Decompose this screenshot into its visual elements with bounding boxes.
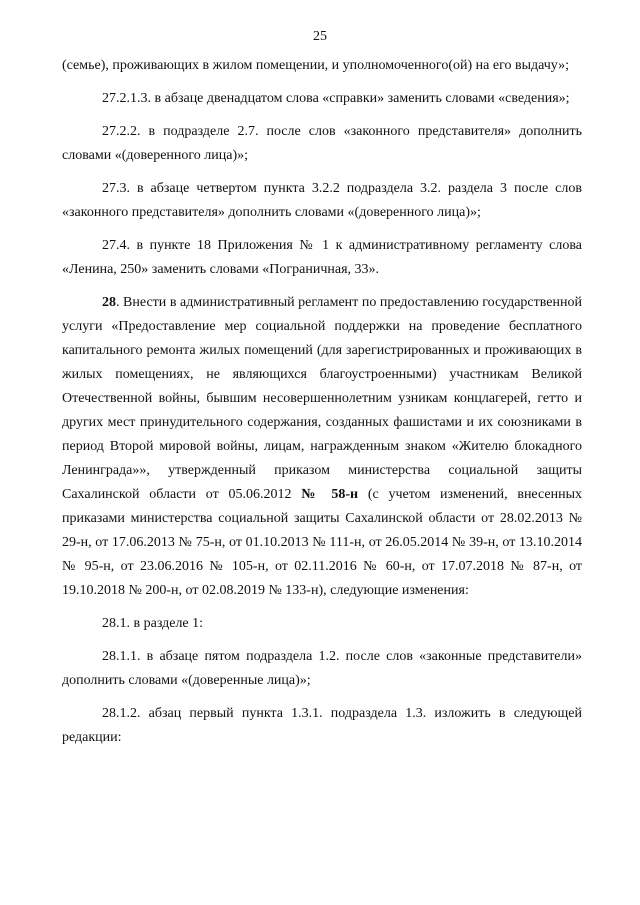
paragraph-28 [62, 291, 582, 603]
paragraph-28-text-b: (с учетом изменений, внесенных приказами министерства социальной защиты Сахалинской области от 28.02.2013 № 29-н, от 17.06.2013 № 75-н, от 01.10.2013 № 111-н, от 26.05.2014 № 39-н, от 13.10.2014 № 95-н, от 23.06.2016 № 105-н, от 02.11.2016 № 60-н, от 17.07.2018 № 87-н, от 19.10.2018 № 200-н, от 02.08.2019 № 133-н), следующие изменения: [62, 487, 582, 598]
paragraph-28-1: 28.1. в разделе 1: [102, 616, 204, 631]
paragraph-28-text-a: . Внести в административный регламент по предоставлению государственной услуги «Предоставление мер социальной поддержки на проведение бесплатного капитального ремонта жилых помещений (для зарегистрированных и проживающих в жилых помещениях, не являющихся благоустроенными) участникам Великой Отечественной войны, бывшим несовершеннолетним узникам концлагерей, гетто и других мест принудительного содержания, созданных фашистами и их союзниками в период Второй мировой войны, лицам, награжденным знаком «Жителю блокадного Ленинграда»», утвержденный приказом министерства социальной защиты Сахалинской области от 05.06.2012 [62, 295, 582, 502]
paragraph-28-1-1: 28.1.1. в абзаце пятом подраздела 1.2. после слов «законные представители» дополнить словами «(доверенные лица)»; [62, 649, 582, 688]
paragraph-27-2-1-3: 27.2.1.3. в абзаце двенадцатом слова «справки» заменить словами «сведения»; [102, 91, 570, 106]
paragraph-continuation: (семье), проживающих в жилом помещении, и уполномоченного(ой) на его выдачу»; [62, 58, 570, 73]
paragraph-27-2-2: 27.2.2. в подразделе 2.7. после слов «законного представителя» дополнить словами «(доверенного лица)»; [62, 124, 582, 163]
paragraph-27-4: 27.4. в пункте 18 Приложения № 1 к административному регламенту слова «Ленина, 250» заменить словами «Пограничная, 33». [62, 238, 582, 277]
section-28-number: 28 [102, 295, 116, 310]
page-number: 25 [313, 29, 327, 44]
paragraph-27-3: 27.3. в абзаце четвертом пункта 3.2.2 подраздела 3.2. раздела 3 после слов «законного представителя» дополнить словами «(доверенного лица)»; [62, 181, 582, 220]
order-number: № 58-н [301, 487, 359, 502]
paragraph-28-1-2: 28.1.2. абзац первый пункта 1.3.1. подраздела 1.3. изложить в следующей редакции: [62, 706, 582, 745]
